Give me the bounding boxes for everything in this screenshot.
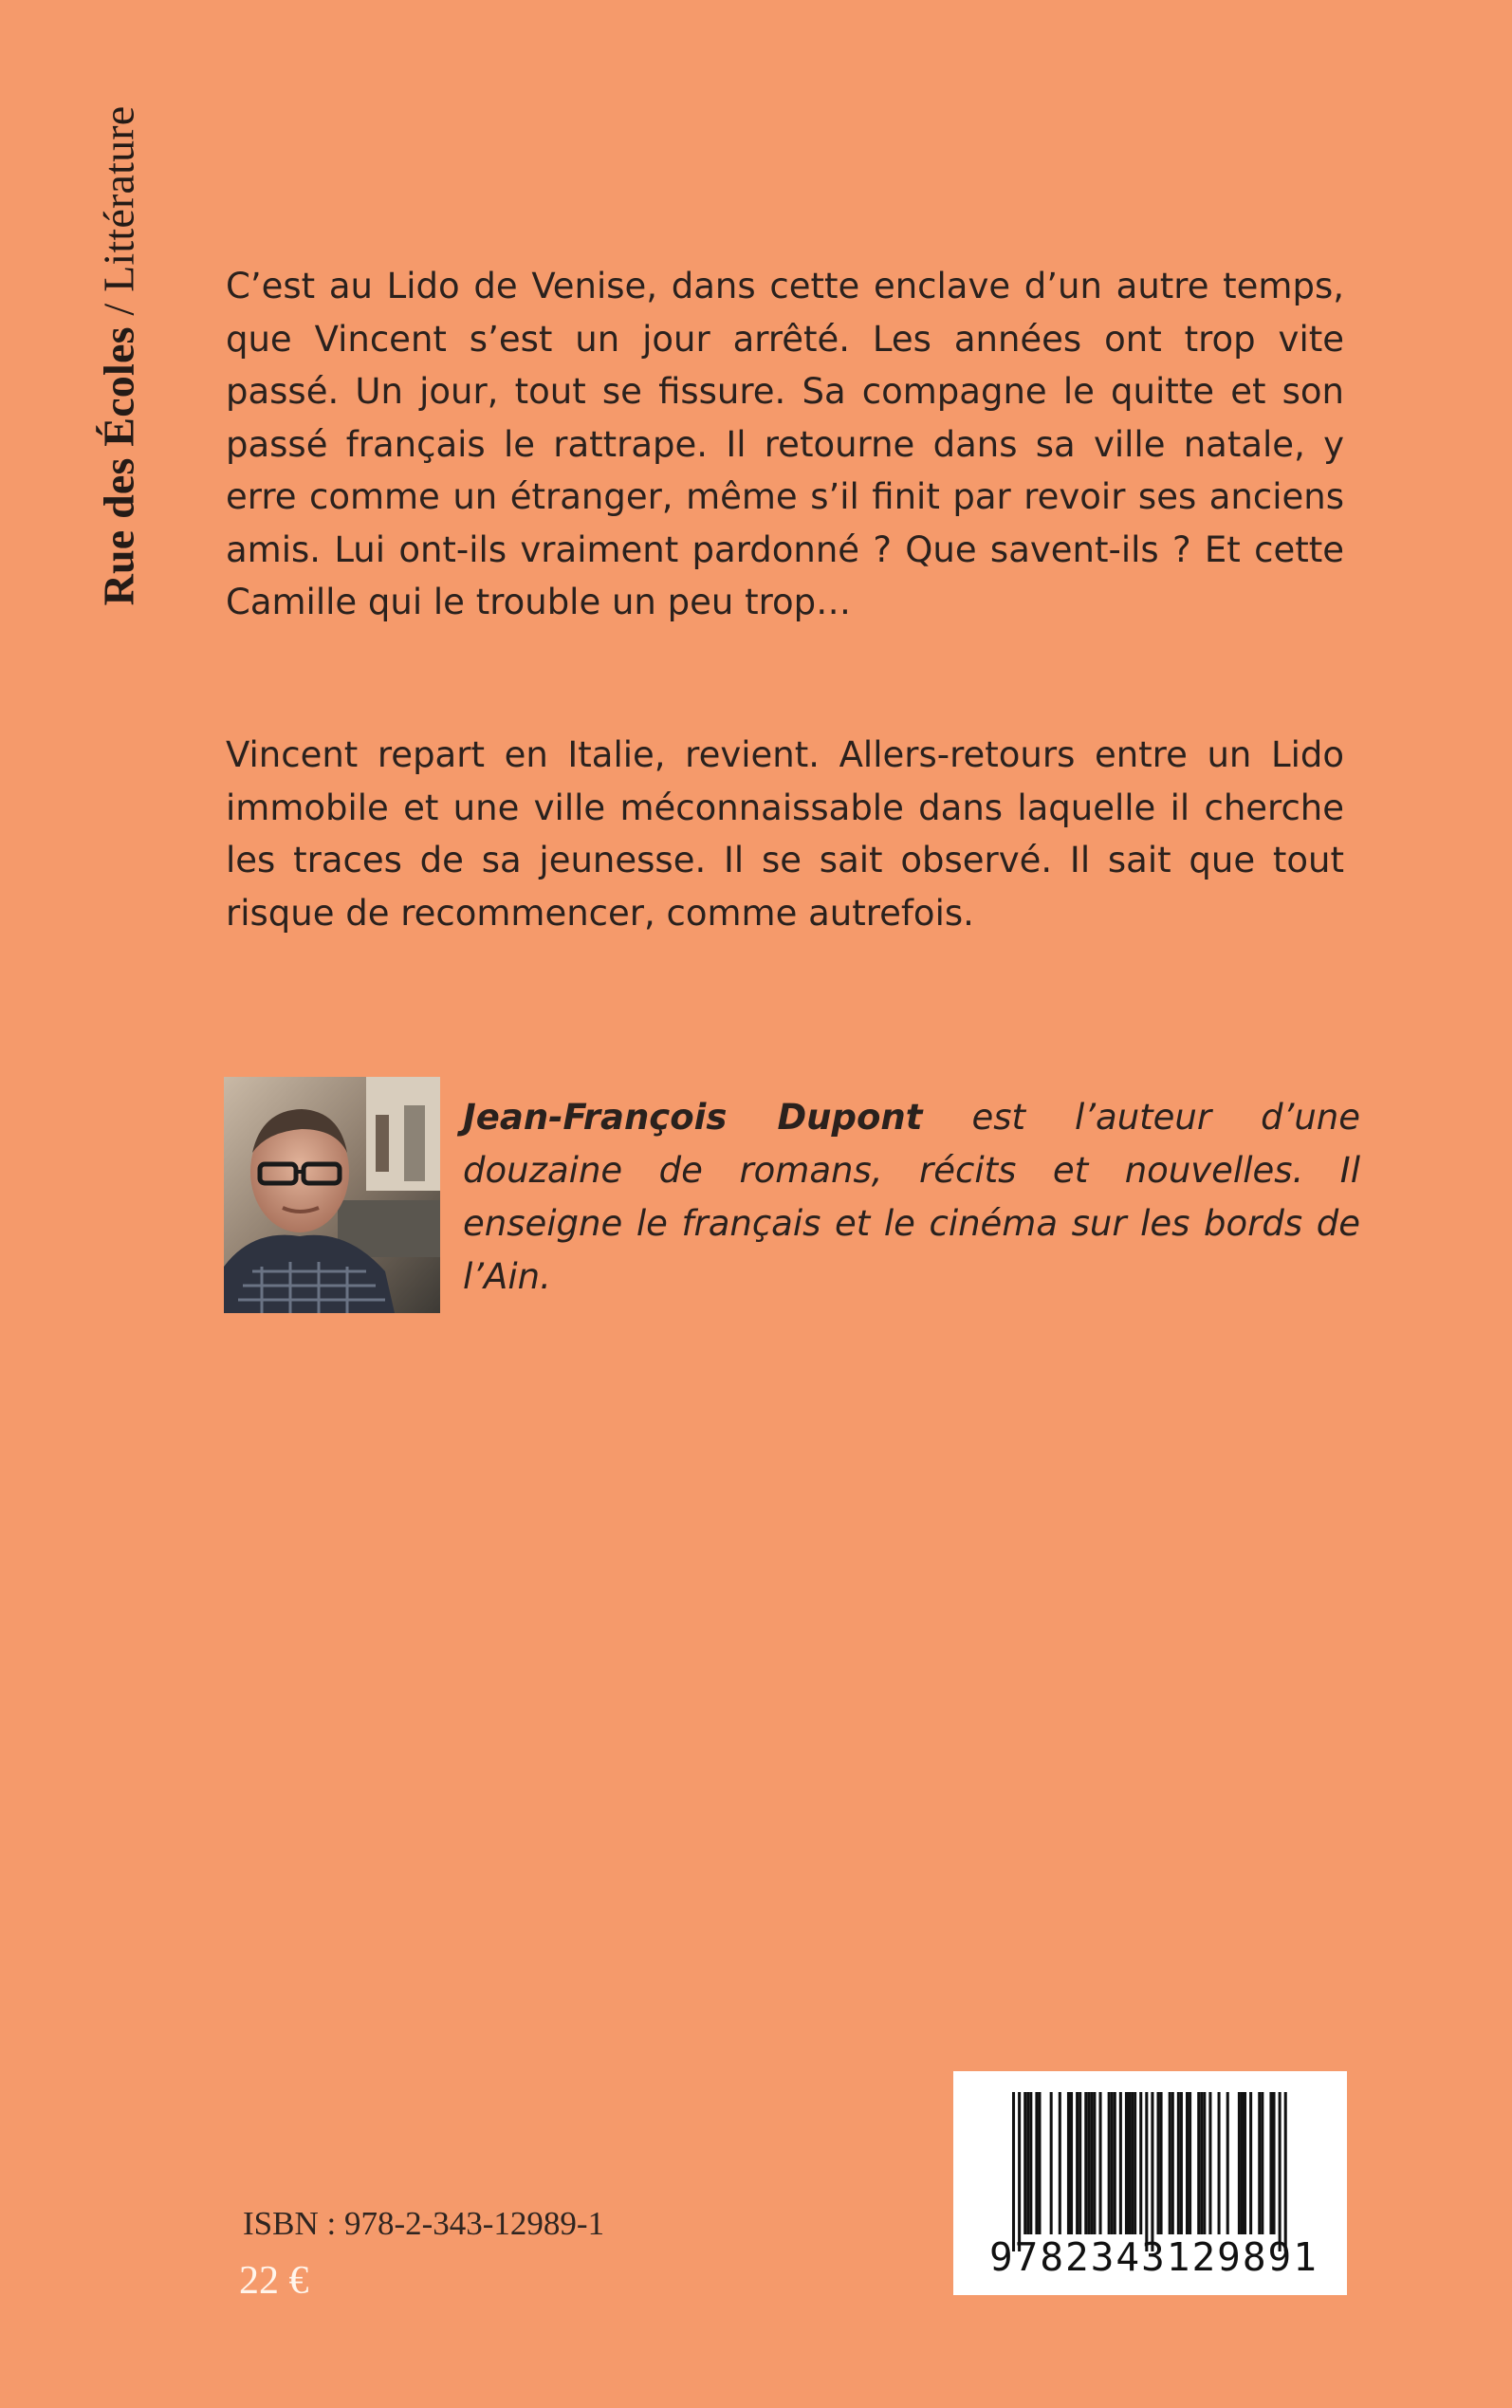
barcode-bar: [1134, 2092, 1136, 2234]
barcode-bar: [1087, 2092, 1090, 2234]
author-bio: [463, 1091, 1360, 1304]
barcode-bar: [1050, 2092, 1053, 2234]
barcode-bar: [1269, 2092, 1272, 2234]
barcode-bar: [1226, 2092, 1229, 2234]
barcode-bar: [1273, 2092, 1276, 2234]
series-separator: /: [94, 291, 143, 327]
barcode-bar: [1203, 2092, 1206, 2234]
author-photo: [224, 1077, 440, 1313]
barcode-bar: [1084, 2092, 1087, 2234]
barcode-bar: [1067, 2092, 1070, 2234]
blurb-paragraph-2: Vincent repart en Italie, revient. Allers-retours entre un Lido immobile et une ville méconnaissable dans laquelle il cherche les traces de sa jeunesse. Il se sait observé. Il sait que tout risque de recommencer, comme autrefois.: [226, 734, 1344, 934]
barcode-bar: [1108, 2092, 1111, 2234]
barcode-bar: [1189, 2092, 1191, 2234]
isbn-label: ISBN : 978-2-343-12989-1: [243, 2205, 605, 2242]
barcode: [953, 2071, 1347, 2295]
barcode-bar: [1218, 2092, 1221, 2234]
barcode-bar: [1099, 2092, 1102, 2234]
barcode-bar: [1200, 2092, 1203, 2234]
barcode-bar: [1241, 2092, 1244, 2234]
barcode-bar: [1093, 2092, 1096, 2234]
barcode-bar: [1261, 2092, 1263, 2234]
barcode-bar: [1284, 2092, 1287, 2251]
barcode-bar: [1197, 2092, 1200, 2234]
blurb-paragraph-1: C’est au Lido de Venise, dans cette enclave d’un autre temps, que Vincent s’est un jour arrêté. Les années ont trop vite passé. Un jour, tout se fissure. Sa compagne le quitte et son passé français le rattrape. Il retourne dans sa ville natale, y erre comme un étranger, même s’il finit par revoir ses anciens amis. Lui ont-ils vraiment pardonné ? Que savent-ils ? Et cette Camille qui le trouble un peu trop…: [226, 266, 1344, 622]
series-category: Littérature: [94, 105, 143, 292]
barcode-bar: [1180, 2092, 1183, 2234]
barcode-bar: [1114, 2092, 1116, 2234]
barcode-bar: [1023, 2092, 1026, 2234]
barcode-bar: [1186, 2092, 1189, 2234]
barcode-bar: [1208, 2092, 1211, 2234]
barcode-bar: [1070, 2092, 1073, 2234]
barcode-bar: [1029, 2092, 1032, 2234]
barcode-bar: [1018, 2092, 1021, 2251]
barcode-bar: [1160, 2092, 1163, 2234]
barcode-bar: [1131, 2092, 1134, 2234]
barcode-bar: [1125, 2092, 1128, 2234]
barcode-digits: 9782343129891: [989, 2234, 1318, 2280]
price-label: 22 €: [239, 2259, 309, 2303]
barcode-bar: [1012, 2092, 1015, 2251]
barcode-bar: [1244, 2092, 1246, 2234]
barcode-bar: [1090, 2092, 1093, 2234]
barcode-bar: [1249, 2092, 1252, 2234]
author-bio-text: est l’auteur d’une douzaine de romans, récits et nouvelles. Il enseigne le français et le cinéma sur les bords de l’Ain.: [463, 1097, 1360, 1297]
barcode-bar: [1238, 2092, 1241, 2234]
barcode-bar: [1145, 2092, 1148, 2251]
barcode-bar: [1258, 2092, 1261, 2234]
author-name: Jean-François Dupont: [463, 1097, 923, 1138]
barcode-bar: [1279, 2092, 1282, 2251]
spine-series-label: [94, 106, 144, 606]
barcode-bar: [1157, 2092, 1160, 2234]
barcode-bar: [1139, 2092, 1142, 2234]
barcode-bar: [1177, 2092, 1180, 2234]
barcode-bar: [1111, 2092, 1114, 2234]
barcode-bar: [1169, 2092, 1171, 2234]
barcode-bar: [1026, 2092, 1029, 2234]
barcode-bar: [1035, 2092, 1038, 2234]
barcode-bar: [1119, 2092, 1122, 2234]
barcode-bar: [1076, 2092, 1079, 2234]
barcode-bar: [1038, 2092, 1041, 2234]
barcode-bar: [1128, 2092, 1131, 2234]
barcode-bar: [1059, 2092, 1061, 2234]
barcode-bar: [1171, 2092, 1174, 2234]
series-name: Rue des Écoles: [94, 326, 143, 606]
barcode-bar: [1151, 2092, 1153, 2251]
barcode-bar: [1079, 2092, 1081, 2234]
